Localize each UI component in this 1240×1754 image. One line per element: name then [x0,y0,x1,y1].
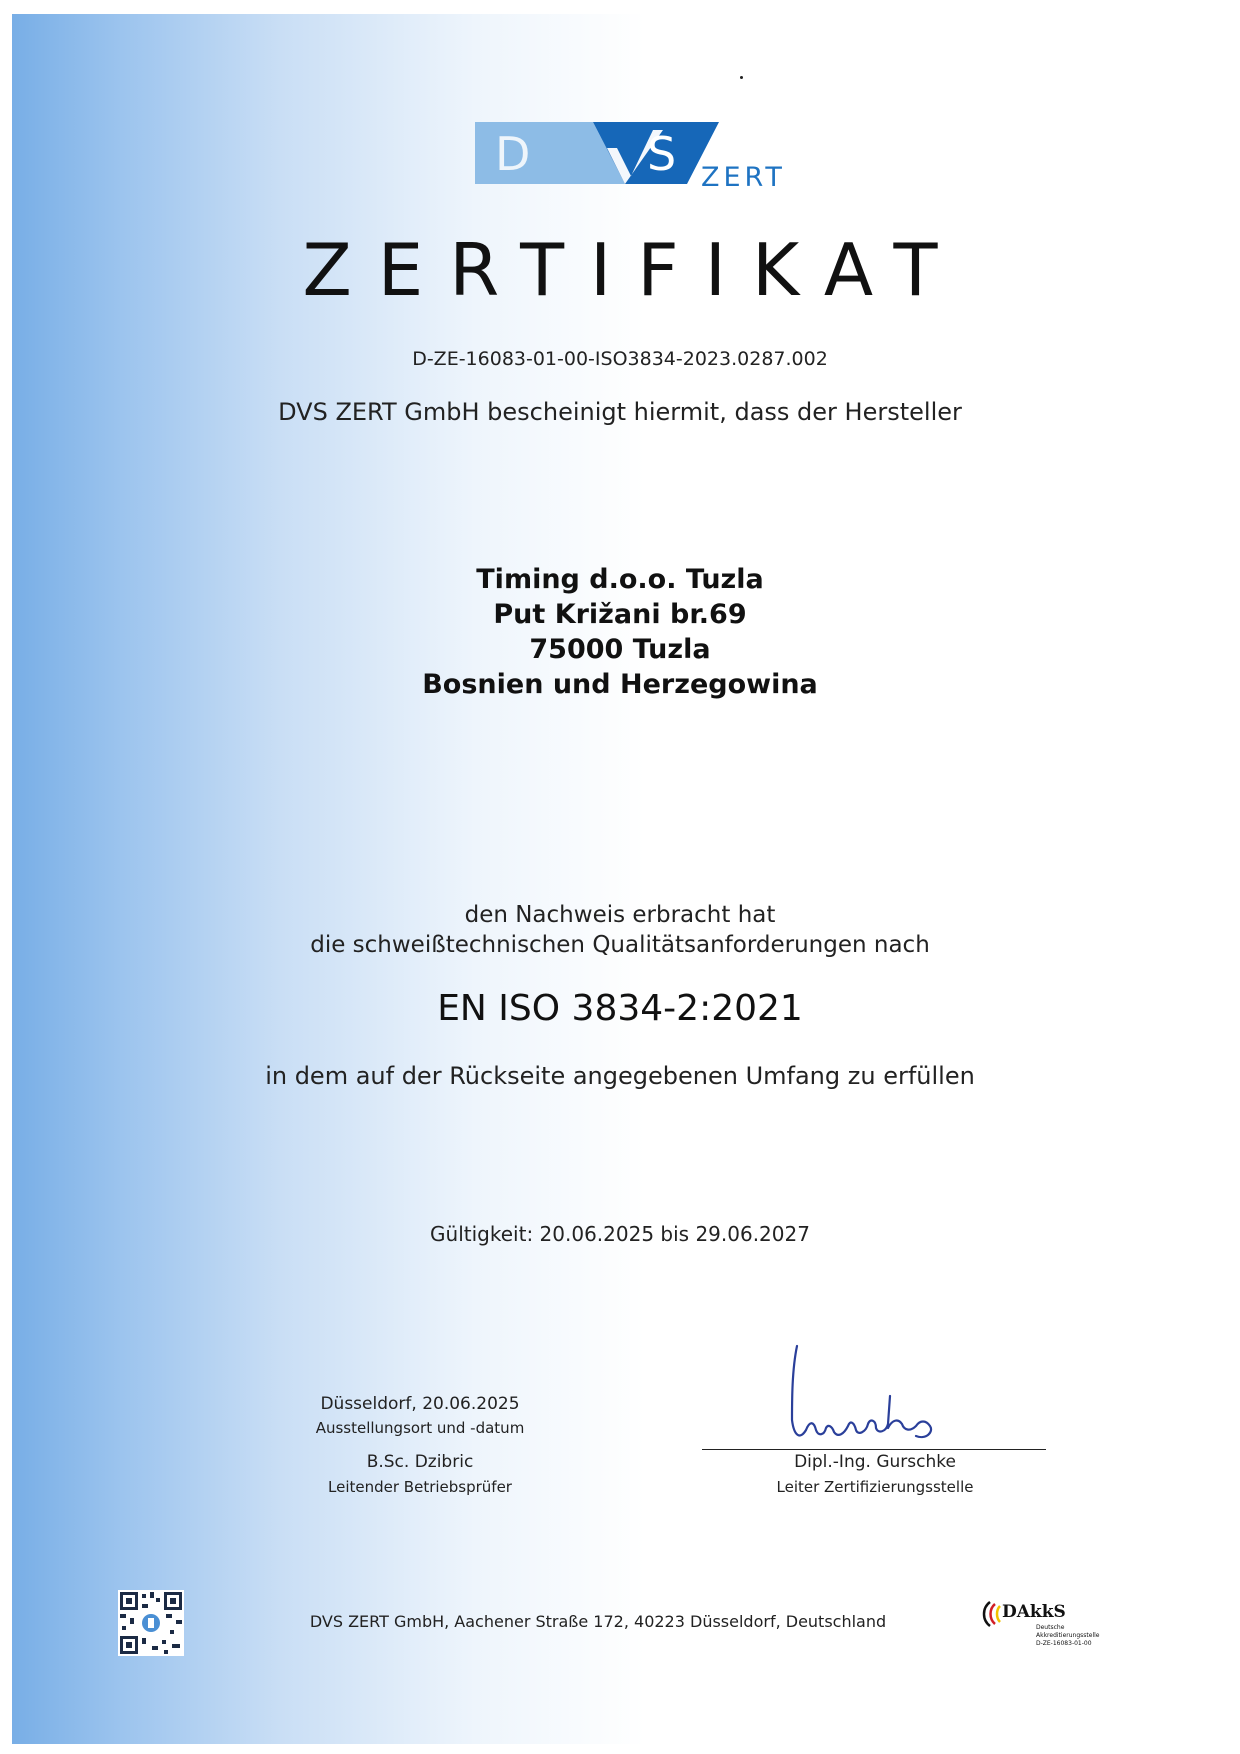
issue-place-date: Düsseldorf, 20.06.2025 [320,1394,520,1414]
dakks-line-1: Deutsche [1036,1624,1065,1631]
dakks-line-3: D-ZE-16083-01-00 [1036,1640,1092,1647]
svg-text:S: S [647,127,677,181]
dakks-line-2: Akkreditierungsstelle [1036,1632,1100,1639]
validity-period: Gültigkeit: 20.06.2025 bis 29.06.2027 [430,1222,810,1246]
qr-code [118,1590,184,1656]
dakks-name: DAkkS [1002,1602,1066,1622]
dakks-details [1036,1624,1099,1648]
manufacturer-address [0,562,1240,702]
dvs-zert-logo [475,118,805,204]
scope-text: in dem auf der Rückseite angegebenen Umfang zu erfüllen [265,1062,975,1090]
dakks-accreditation-mark [980,1598,1130,1658]
proof-line-1: den Nachweis erbracht hat [464,902,776,928]
svg-text:D: D [495,127,531,181]
certifier-role: Leiter Zertifizierungsstelle [776,1478,974,1496]
footer-address: DVS ZERT GmbH, Aachener Straße 172, 40223 Düsseldorf, Deutschland [309,1612,887,1631]
handwritten-signature [770,1340,970,1452]
certifier-name: Dipl.-Ing. Gurschke [794,1452,956,1472]
auditor-name: B.Sc. Dzibric [366,1452,474,1472]
dakks-arcs-icon [980,1600,1002,1628]
scan-dot [740,76,743,79]
manufacturer-street: Put Križani br.69 [493,599,747,630]
auditor-role: Leitender Betriebsprüfer [328,1478,512,1496]
manufacturer-city: 75000 Tuzla [529,634,711,665]
proof-line-2: die schweißtechnischen Qualitätsanforderungen nach [310,932,930,958]
intro-text: DVS ZERT GmbH bescheinigt hiermit, dass der Hersteller [278,398,962,426]
logo-zert-text: ZERT [701,162,786,193]
issue-place-date-label: Ausstellungsort und -datum [315,1419,525,1437]
standard-reference: EN ISO 3834-2:2021 [437,988,803,1029]
manufacturer-country: Bosnien und Herzegowina [422,669,818,700]
signature-line [702,1449,1046,1450]
manufacturer-name: Timing d.o.o. Tuzla [476,564,764,595]
certificate-number: D-ZE-16083-01-00-ISO3834-2023.0287.002 [412,348,828,370]
certificate-title: ZERTIFIKAT [302,228,964,312]
